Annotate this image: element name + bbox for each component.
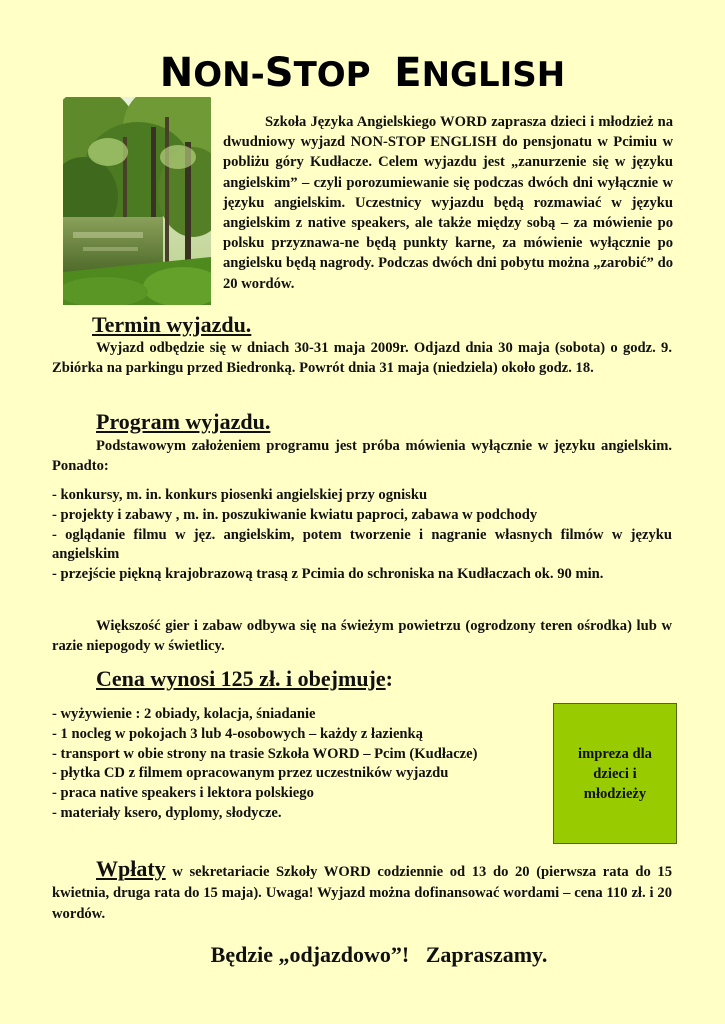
cena-heading-text: Cena wynosi 125 zł. i obejmuje [96,666,386,691]
list-item: - 1 nocleg w pokojach 3 lub 4-osobowych – każdy z łazienką [52,725,423,742]
list-item: - projekty i zabawy , m. in. poszukiwanie kwiatu paproci, zabawa w podchody [52,506,538,523]
closing-line [0,942,725,968]
list-item: - płytka CD z filmem opracowanym przez uczestników wyjazdu [52,765,449,782]
title-part: ON- [193,55,265,95]
cena-heading [96,666,393,692]
payment-heading: Wpłaty [96,856,166,881]
title-part: E [394,50,422,96]
termin-heading: Termin wyjazdu. [92,312,252,337]
page-title [0,50,725,96]
termin-text: Wyjazd odbędzie się w dniach 30-31 maja 2009r. Odjazd dnia 30 maja (sobota) o godz. 9. Zbiórka na parkingu przed Biedronką. Powrót dnia 31 maja (niedziela) około godz. 18. [52,340,672,376]
intro-paragraph: Szkoła Języka Angielskiego WORD zaprasza dzieci i młodzież na dwudniowy wyjazd NON-STOP ENGLISH do pensjonatu w Pcimiu w pobliżu góry Kudłacze. Celem wyjazdu jest „zanurzenie się w języku angielskim” – czyli porozumiewanie się podczas dwóch dni wyłącznie w języku angielskim. Uczestnicy wyjazdu będą rozmawiać w języku angielskim z native speakers, ale także między sobą – za mówienie po polsku przyznawa-ne będą punkty karne, za mówienie wyłącznie po angielsku będą nagrody. Podczas dwóch dni pobytu można „zarobić” do 20 wordów. [223,114,673,292]
list-item: - praca native speakers i lektora polskiego [52,785,314,802]
badge-line: młodzieży [583,785,647,802]
payment-paragraph [52,858,672,925]
cena-list [52,705,552,824]
list-item: - przejście piękną krajobrazową trasą z Pcimia do schroniska na Kudłaczach ok. 90 min. [52,566,604,583]
list-item: - wyżywienie : 2 obiady, kolacja, śniadanie [52,706,316,722]
cena-heading-colon: : [385,666,393,691]
program-list [52,486,672,585]
program-text: Podstawowym założeniem programu jest próba mówienia wyłącznie w języku angielskim. Ponadto: [52,438,672,474]
forest-river-photo [63,97,211,305]
list-item: - konkursy, m. in. konkurs piosenki angielskiej przy ognisku [52,487,428,503]
title-part: N [159,50,194,96]
payment-text: w sekretariacie Szkoły WORD codziennie od 13 do 20 (pierwsza rata do 15 kwietnia, druga rata do 15 maja). Uwaga! Wyjazd można dofinansować wordami – cena 110 zł. i 20 wordów. [52,864,672,922]
audience-badge [553,703,677,844]
program-heading: Program wyjazdu. [96,409,271,434]
closing-exclamation: Będzie „odjazdowo”! [210,942,410,967]
badge-line: dzieci i [593,765,637,782]
title-part: S [264,50,294,96]
closing-invitation: Zapraszamy. [425,942,548,967]
list-item: - materiały ksero, dyplomy, słodycze. [52,804,282,821]
list-item: - transport w obie strony na trasie Szkoła WORD – Pcim (Kudłacze) [52,745,478,762]
title-part: NGLISH [421,55,566,95]
title-part: TOP [293,55,371,95]
list-item: - oglądanie filmu w jęz. angielskim, potem tworzenie i nagranie własnych filmów w języku angielskim [52,526,672,563]
program-note: Większość gier i zabaw odbywa się na świeżym powietrzu (ogrodzony teren ośrodka) lub w razie niepogody w świetlicy. [52,618,672,654]
badge-line: impreza dla [578,745,652,762]
